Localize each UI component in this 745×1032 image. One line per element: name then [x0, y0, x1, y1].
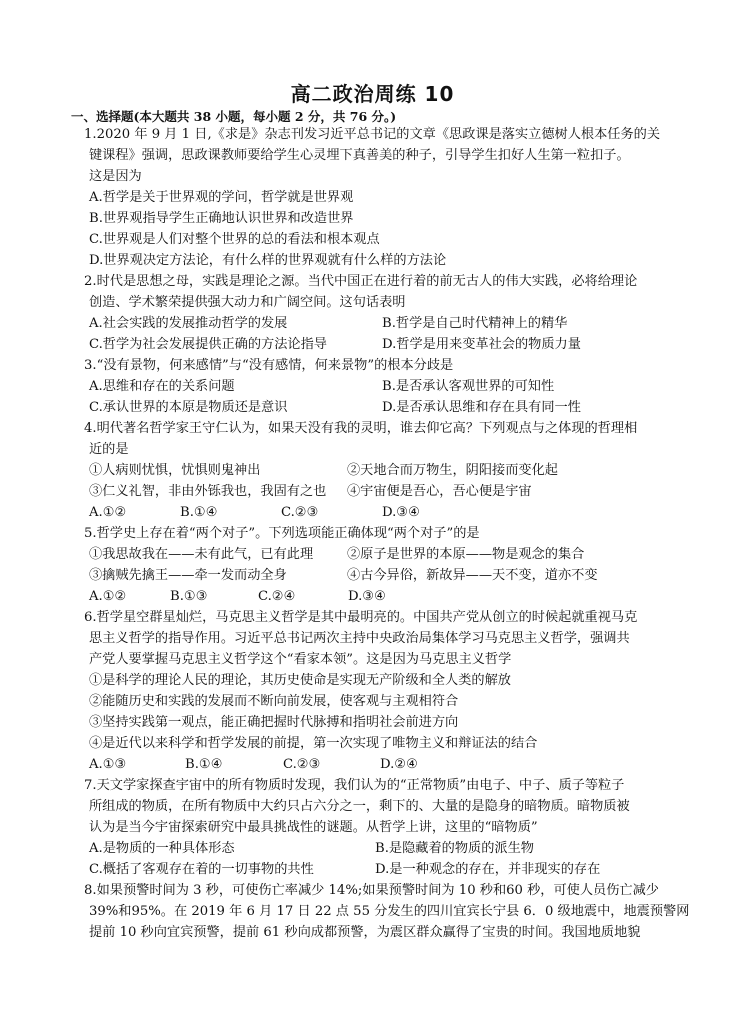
q2-stem-line: 创造、学术繁荣提供强大动力和广阔空间。这句话表明: [89, 295, 406, 310]
q4-item-2: ②天地合而万物生，阴阳接而变化起: [347, 463, 558, 478]
q1-option-c: C.世界观是人们对整个世界的总的看法和根本观点: [89, 232, 380, 247]
q2-option-c: C.哲学为社会发展提供正确的方法论指导: [89, 337, 327, 352]
q3-option-d: D.是否承认思维和存在具有同一性: [382, 400, 581, 415]
q4-option-d: D.③④: [382, 505, 420, 520]
q3-stem-line: 3.“没有景物，何来感情”与“没有感情，何来景物”的根本分歧是: [84, 358, 454, 373]
q6-item-2: ②能随历史和实践的发展而不断向前发展，使客观与主观相符合: [89, 694, 459, 709]
q6-option-b: B.①④: [185, 757, 223, 772]
q5-option-b: B.①③: [170, 589, 208, 604]
q6-item-3: ③坚持实践第一观点，能正确把握时代脉搏和指明社会前进方向: [89, 715, 459, 730]
q5-stem-line: 5.哲学史上存在着“两个对子”。下列选项能正确体现“两个对子”的是: [84, 526, 480, 541]
q6-stem-line: 6.哲学星空群星灿烂，马克思主义哲学是其中最明亮的。中国共产党从创立的时候起就重视马克: [84, 610, 638, 625]
q3-option-a: A.思维和存在的关系问题: [89, 379, 235, 394]
q7-option-d: D.是一种观念的存在，并非现实的存在: [375, 862, 601, 877]
q5-item-3: ③擒贼先擒王——牵一发而动全身: [89, 568, 287, 583]
q5-item-2: ②原子是世界的本原——物是观念的集合: [347, 547, 585, 562]
q5-option-a: A.①②: [89, 589, 127, 604]
q8-stem-line: 提前 10 秒向宜宾预警，提前 61 秒向成都预警，为震区群众赢得了宝贵的时间。我国地质地貌: [89, 925, 641, 940]
q5-item-4: ④古今异俗，新故异——天不变，道亦不变: [347, 568, 598, 583]
q2-option-b: B.哲学是自己时代精神上的精华: [382, 316, 568, 331]
section-heading: 一、选择题(本大题共 38 小题，每小题 2 分，共 76 分。): [71, 109, 397, 124]
q4-option-c: C.②③: [281, 505, 319, 520]
q1-stem-line: 这是因为: [89, 169, 142, 184]
q3-option-c: C.承认世界的本原是物质还是意识: [89, 400, 288, 415]
q7-option-a: A.是物质的一种具体形态: [89, 841, 235, 856]
q5-item-1: ①我思故我在——未有此气，已有此理: [89, 547, 314, 562]
q7-option-b: B.是隐藏着的物质的派生物: [375, 841, 534, 856]
page-title: 高二政治周练 10: [290, 82, 455, 106]
q3-option-b: B.是否承认客观世界的可知性: [382, 379, 555, 394]
q4-item-3: ③仁义礼智，非由外铄我也，我固有之也: [89, 484, 327, 499]
q4-item-4: ④宇宙便是吾心，吾心便是宇宙: [347, 484, 532, 499]
q7-option-c: C.概括了客观存在着的一切事物的共性: [89, 862, 314, 877]
q5-option-d: D.③④: [348, 589, 386, 604]
q6-item-1: ①是科学的理论人民的理论，其历史使命是实现无产阶级和全人类的解放: [89, 673, 511, 688]
q1-stem-line: 键课程》强调，思政课教师要给学生心灵埋下真善美的种子，引导学生扣好人生第一粒扣子。: [89, 148, 630, 163]
q8-stem-line: 8.如果预警时间为 3 秒，可使伤亡率减少 14%;如果预警时间为 10 秒和60 秒，可使人员伤亡减少: [84, 883, 659, 898]
q6-stem-line: 思主义哲学的指导作用。习近平总书记两次主持中央政治局集体学习马克思主义哲学，强调共: [89, 631, 630, 646]
q1-stem-line: 1.2020 年 9 月 1 日,《求是》杂志刊发习近平总书记的文章《思政课是落实立德树人根本任务的关: [84, 127, 661, 142]
q7-stem-line: 7.天文学家探查宇宙中的所有物质时发现，我们认为的“正常物质”由电子、中子、质子等粒子: [84, 778, 625, 793]
q1-option-b: B.世界观指导学生正确地认识世界和改造世界: [89, 211, 354, 226]
q4-stem-line: 近的是: [89, 442, 129, 457]
q4-option-a: A.①②: [89, 505, 127, 520]
q2-stem-line: 2.时代是思想之母，实践是理论之源。当代中国正在进行着的前无古人的伟大实践，必将给理论: [84, 274, 638, 289]
q6-item-4: ④是近代以来科学和哲学发展的前提，第一次实现了唯物主义和辩证法的结合: [89, 736, 538, 751]
q7-stem-line: 所组成的物质，在所有物质中大约只占六分之一，剩下的、大量的是隐身的暗物质。暗物质被: [89, 799, 630, 814]
q1-option-d: D.世界观决定方法论，有什么样的世界观就有什么样的方法论: [89, 253, 447, 268]
q1-option-a: A.哲学是关于世界观的学问，哲学就是世界观: [89, 190, 354, 205]
q6-stem-line: 产党人要掌握马克思主义哲学这个“看家本领”。这是因为马克思主义哲学: [89, 652, 512, 667]
q6-option-d: D.②④: [380, 757, 418, 772]
q7-stem-line: 认为是当今宇宙探索研究中最具挑战性的谜题。从哲学上讲，这里的“暗物质”: [89, 820, 538, 835]
q4-item-1: ①人病则忧惧，忧惧则鬼神出: [89, 463, 261, 478]
q4-option-b: B.①④: [180, 505, 218, 520]
q2-option-a: A.社会实践的发展推动哲学的发展: [89, 316, 288, 331]
q2-option-d: D.哲学是用来变革社会的物质力量: [382, 337, 581, 352]
q6-option-c: C.②③: [283, 757, 321, 772]
q6-option-a: A.①③: [89, 757, 127, 772]
q5-option-c: C.②④: [258, 589, 296, 604]
q8-stem-line: 39%和95%。在 2019 年 6 月 17 日 22 点 55 分发生的四川宜宾长宁县 6．0 级地震中，地震预警网: [89, 904, 690, 919]
q4-stem-line: 4.明代著名哲学家王守仁认为，如果天没有我的灵明，谁去仰它高？下列观点与之体现的哲理相: [84, 421, 638, 436]
